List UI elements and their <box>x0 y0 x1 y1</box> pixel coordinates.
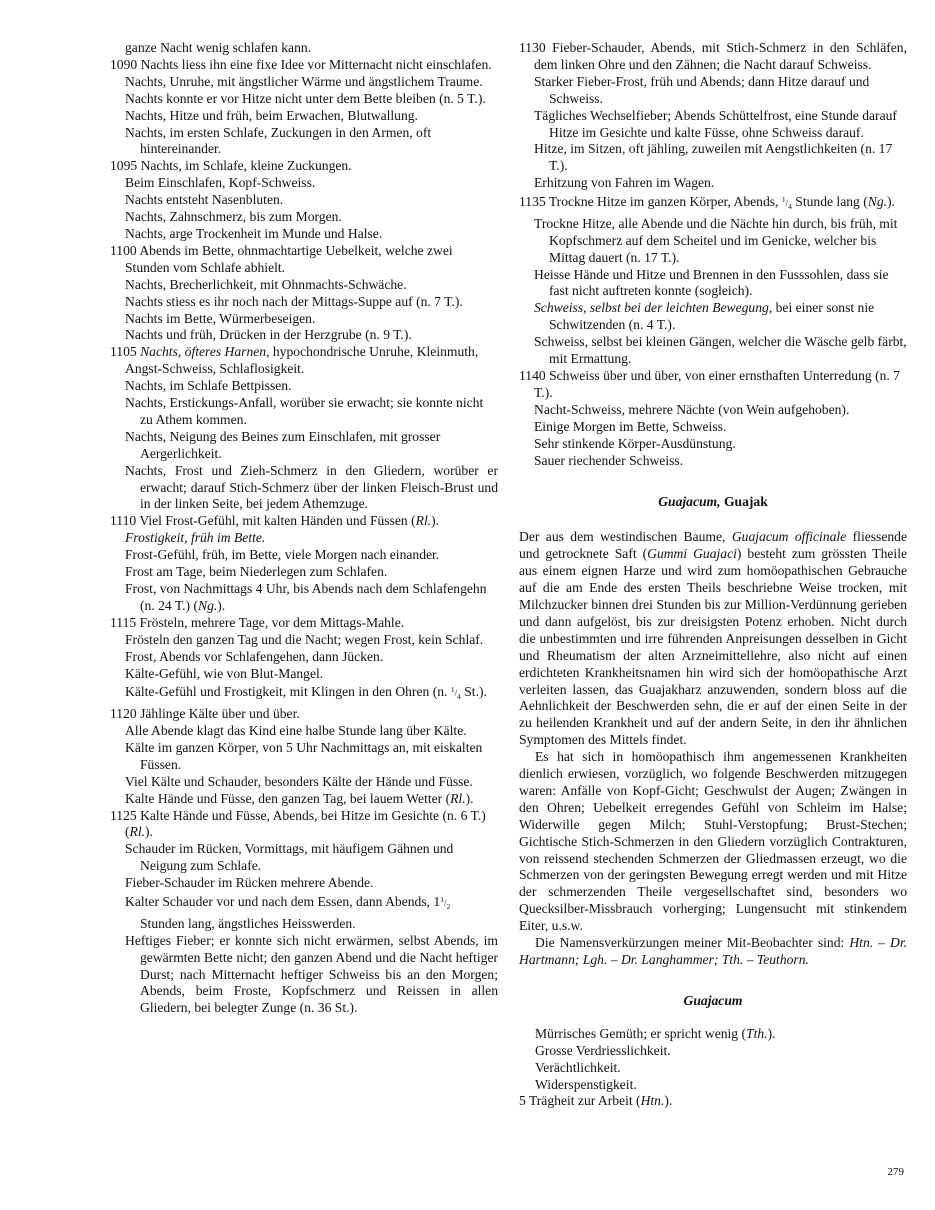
left-entry: Nachts, Erstickungs-Anfall, worüber sie erwacht; sie konnte nicht zu Athem kommen. <box>125 395 484 427</box>
intro-paragraph-1: Der aus dem westindischen Baume, Guajacum officinale fliessende und getrocknete Saft (Gummi Guajaci) besteht zum grössten Theile aus einem eignen Harze und wird zum homöopathischen Gebrauche auf die am Ende des ersten Theils beschriebne Weise trocken, mit Milchzucker binnen drei Stunden bis zur Million-Verdünnung gerieben und dann aufgelöst, bis zur dreisigsten Potenz erhoben. Nicht durch die unbestimmten und irre führenden Anpreisungen desselben in Gicht und Rheumatism der alten Arzneimittellehre, also nicht auf einen erdichteten Krankheitsnamen hin wird sich der homöopathische Arzt verleiten lassen, das Guajakharz anzuwenden, sondern bloss auf die Aehnlichkeit der Beschwerden sehn, die er auf der einen Seite in der zu heilenden Krankheit und auf der andern Seite, in den ihr ähnlichen Symptomen des Mittels findet. <box>519 529 908 748</box>
right-entry: Tägliches Wechselfieber; Abends Schüttelfrost, eine Stunde darauf Hitze im Gesichte und kalte Füsse, ohne Schweiss darauf. <box>534 107 897 140</box>
right-entry: Trockne Hitze, alle Abende und die Nächte hin durch, bis früh, mit Kopfschmerz auf dem Scheitel und im Genicke, welcher bis Mittag dauert (n. 17 T.). <box>534 215 898 265</box>
left-entry: Nachts, Frost und Zieh-Schmerz in den Gliedern, worüber er erwacht; darauf Stich-Schmerz über der linken Fleisch-Brust und in der linken Seite, bei jedem Athemzuge. <box>125 462 498 512</box>
right-entry: 1130 Fieber-Schauder, Abends, mit Stich-Schmerz in den Schläfen, dem linken Ohre und den Zähnen; die Nacht darauf Schweiss. <box>519 40 907 72</box>
right-entry: 1140 Schweiss über und über, von einer ernsthaften Unterredung (n. 7 T.). <box>519 368 900 400</box>
left-entry: Frost-Gefühl, früh, im Bette, viele Morgen nach einander. <box>125 547 440 563</box>
right-entry: Nacht-Schweiss, mehrere Nächte (von Wein aufgehoben). <box>534 401 850 417</box>
right-entry: Schweiss, selbst bei kleinen Gängen, welcher die Wäsche gelb färbt, mit Ermattung. <box>534 334 907 367</box>
left-entry: Frostigkeit, früh im Bette. <box>125 530 266 546</box>
right-entry: Schweiss, selbst bei der leichten Bewegung, bei einer sonst nie Schwitzenden (n. 4 T.). <box>534 300 875 333</box>
left-entry: Nachts, Neigung des Beines zum Einschlafen, mit grosser Aergerlichkeit. <box>125 428 441 461</box>
symptom-list <box>519 1026 907 1111</box>
right-entry: Einige Morgen im Bette, Schweiss. <box>534 418 727 434</box>
left-entry: 1125 Kalte Hände und Füsse, Abends, bei Hitze im Gesichte (n. 6 T.) (Rl.). <box>110 807 486 840</box>
symptom-item: Mürrisches Gemüth; er spricht wenig (Tth.). <box>535 1025 776 1041</box>
left-entry: Kalter Schauder vor und nach dem Essen, dann Abends, $1^1/_2$ Stunden lang, ängstliches Heisswerden. <box>125 894 451 931</box>
symptom-item: Verächtlichkeit. <box>535 1059 621 1075</box>
left-entry: Frost, von Nachmittags 4 Uhr, bis Abends nach dem Schlafengehn (n. 24 T.) (Ng.). <box>125 581 487 613</box>
left-entry: Frost am Tage, beim Niederlegen zum Schlafen. <box>125 564 388 580</box>
right-column <box>519 40 907 1110</box>
left-entry: Nachts, Unruhe, mit ängstlicher Wärme und ängstlichem Traume. <box>125 73 483 89</box>
left-entry: Nachts entsteht Nasenbluten. <box>125 192 284 208</box>
page-number: 279 <box>887 1166 904 1178</box>
left-entry: Schauder im Rücken, Vormittags, mit häufigem Gähnen und Neigung zum Schlafe. <box>125 841 454 874</box>
symptom-item: 5 Trägheit zur Arbeit (Htn.). <box>519 1093 673 1109</box>
left-entry: Nachts im Bette, Würmerbeseigen. <box>125 310 316 326</box>
right-entry: Heisse Hände und Hitze und Brennen in den Fusssohlen, dass sie fast nicht auftreten konnte (sogleich). <box>534 266 889 299</box>
left-entry: Nachts, im Schlafe Bettpissen. <box>125 378 292 394</box>
symptom-item: Grosse Verdriesslichkeit. <box>535 1042 671 1058</box>
right-entry: Sehr stinkende Körper-Ausdünstung. <box>534 435 736 451</box>
section-heading: Guajacum, Guajak <box>658 494 768 510</box>
left-entry: 1110 Viel Frost-Gefühl, mit kalten Händen und Füssen (Rl.). <box>110 513 440 529</box>
left-entry: Kälte-Gefühl und Frostigkeit, mit Klingen in den Ohren (n. $^1/_4$ St.). <box>125 684 487 702</box>
right-entries <box>519 40 907 469</box>
left-entry: Kalte Hände und Füsse, den ganzen Tag, bei lauem Wetter (Rl.). <box>125 790 474 806</box>
left-entry: Nachts, Hitze und früh, beim Erwachen, Blutwallung. <box>125 107 418 123</box>
left-entry: Nachts, Zahnschmerz, bis zum Morgen. <box>125 209 342 225</box>
left-entry: Alle Abende klagt das Kind eine halbe Stunde lang über Kälte. <box>125 723 467 739</box>
left-entry: Kälte im ganzen Körper, von 5 Uhr Nachmittags an, mit eiskalten Füssen. <box>125 739 483 772</box>
left-entry: Nachts konnte er vor Hitze nicht unter dem Bette bleiben (n. 5 T.). <box>125 90 486 106</box>
left-entry: Nachts, im ersten Schlafe, Zuckungen in den Armen, oft hintereinander. <box>125 124 432 157</box>
left-entry: 1090 Nachts liess ihn eine fixe Idee vor Mitternacht nicht einschlafen. <box>110 56 492 72</box>
left-entry: Viel Kälte und Schauder, besonders Kälte der Hände und Füsse. <box>125 773 473 789</box>
left-entry: Beim Einschlafen, Kopf-Schweiss. <box>125 175 316 191</box>
sub-heading: Guajacum <box>683 992 743 1008</box>
left-entry: Nachts, arge Trockenheit im Munde und Halse. <box>125 225 383 241</box>
right-entry: Sauer riechender Schweiss. <box>534 452 684 468</box>
right-entry: 1135 Trockne Hitze im ganzen Körper, Abends, $^1/_4$ Stunde lang (Ng.). <box>519 194 895 211</box>
symptom-item: Widerspenstigkeit. <box>535 1076 637 1092</box>
left-entry: Frost, Abends vor Schlafengehen, dann Jücken. <box>125 648 384 664</box>
left-entry: 1095 Nachts, im Schlafe, kleine Zuckungen. <box>110 158 352 174</box>
left-entry: 1120 Jählinge Kälte über und über. <box>110 706 300 722</box>
left-column <box>110 40 498 1017</box>
left-entry: 1115 Frösteln, mehrere Tage, vor dem Mittags-Mahle. <box>110 614 405 630</box>
left-entry: Frösteln den ganzen Tag und die Nacht; wegen Frost, kein Schlaf. <box>125 631 484 647</box>
right-entry: Erhitzung von Fahren im Wagen. <box>534 175 715 191</box>
left-entry: 1105 Nachts, öfteres Harnen, hypochondrische Unruhe, Kleinmuth, Angst-Schweiss, Schlaflosigkeit. <box>110 344 479 377</box>
left-entry: 1100 Abends im Bette, ohnmachtartige Uebelkeit, welche zwei Stunden vom Schlafe abhielt. <box>110 242 453 275</box>
right-entry: Starker Fieber-Frost, früh und Abends; dann Hitze darauf und Schweiss. <box>534 73 870 106</box>
left-entry: ganze Nacht wenig schlafen kann. <box>125 40 312 55</box>
intro-paragraph-2: Es hat sich in homöopathisch ihm angemessenen Krankheiten dienlich erwiesen, vorzüglich, wo folgende Beschwerden mitzugegen waren: Anfälle von Kopf-Gicht; Geschwulst der Augen; Zwängen in den Ohren; Uebelkeit erregendes Gefühl von Schleim im Halse; Widerwille gegen Milch; Stuhl-Verstopfung; Brust-Stechen; Gichtische Stich-Schmerzen in den Gliedern vorzüglich Contrakturen, von reissend stechenden Schmerzen der Gliedmassen erzeugt, wo die Schmerzen von der geringsten Bewegung erregt werden und mit Hitze der schmerzenden Theile vergesellschaftet sind, besonders wo Quecksilber-Missbrauch vorherging; Lungensucht mit stinkendem Eiter, u.s.w. <box>519 749 907 934</box>
left-entry: Nachts stiess es ihr noch nach der Mittags-Suppe auf (n. 7 T.). <box>125 293 463 309</box>
left-entry: Nachts, Brecherlichkeit, mit Ohnmachts-Schwäche. <box>125 276 407 292</box>
left-entry: Fieber-Schauder im Rücken mehrere Abende. <box>125 875 374 891</box>
left-entry: Kälte-Gefühl, wie von Blut-Mangel. <box>125 665 324 681</box>
right-entry: Hitze, im Sitzen, oft jähling, zuweilen mit Aengstlichkeiten (n. 17 T.). <box>534 141 893 174</box>
left-entry: Heftiges Fieber; er konnte sich nicht erwärmen, selbst Abends, im gewärmten Bette nicht; den ganzen Abend und die Nacht heftiger Durst; nach Mitternacht heftiger Schweiss bis an den Morgen; Abends, beim Froste, Kopfschmerz und Reissen in allen Gliedern, bei belegter Zunge (n. 36 St.). <box>125 932 498 1016</box>
intro-paragraph-3: Die Namensverkürzungen meiner Mit-Beobachter sind: Htn. – Dr. Hartmann; Lgh. – Dr. Langhammer; Tth. – Teuthorn. <box>519 935 908 968</box>
left-entry: Nachts und früh, Drücken in der Herzgrube (n. 9 T.). <box>125 327 412 343</box>
